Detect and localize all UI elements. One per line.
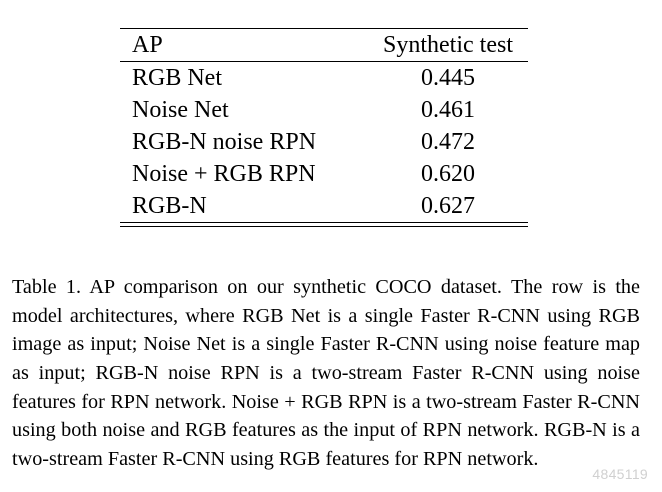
row-ap-value: 0.445: [421, 65, 475, 91]
row-ap-value: 0.627: [421, 193, 475, 219]
row-model-name: Noise + RGB RPN: [132, 161, 316, 187]
row-model-name: RGB-N: [132, 193, 207, 219]
table-row: [120, 94, 528, 126]
table-bottom-rule: [120, 222, 528, 227]
table-row: [120, 158, 528, 190]
row-ap-value: 0.461: [421, 97, 475, 123]
results-table: [120, 28, 528, 227]
table-header-row: [120, 29, 528, 61]
table-row: [120, 126, 528, 158]
watermark: 4845119: [592, 466, 648, 482]
ap-table-body: [120, 62, 528, 222]
row-model-name: RGB Net: [132, 65, 222, 91]
table-row: [120, 62, 528, 94]
table-row: [120, 190, 528, 222]
row-ap-value: 0.620: [421, 161, 475, 187]
header-synthetic-test: Synthetic test: [383, 32, 513, 58]
row-ap-value: 0.472: [421, 129, 475, 155]
row-model-name: RGB-N noise RPN: [132, 129, 317, 155]
table-caption: Table 1. AP comparison on our synthetic COCO dataset. The row is the model architectures, where RGB Net is a single Faster R-CNN using RGB image as input; Noise Net is a single Faster R-CNN using noise feature map as input; RGB-N noise RPN is a two-stream Faster R-CNN using noise features for RPN network. Noise + RGB RPN is a two-stream Faster R-CNN using both noise and RGB features as the input of RPN network. RGB-N is a two-stream Faster R-CNN using RGB features for RPN network.: [12, 276, 640, 470]
row-model-name: Noise Net: [132, 97, 229, 123]
ap-table: [120, 29, 528, 61]
header-ap: AP: [132, 32, 163, 58]
